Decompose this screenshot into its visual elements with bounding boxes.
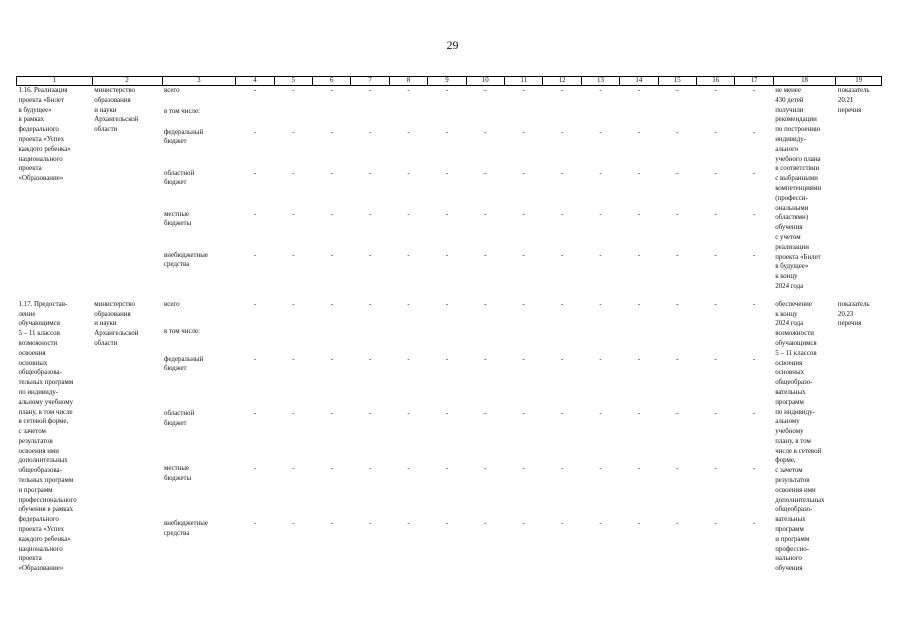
page-number: 29 <box>446 38 459 52</box>
value-cell <box>389 327 427 354</box>
value-cell: - <box>752 465 756 473</box>
value-cell: - <box>714 300 717 308</box>
value-cell: - <box>560 520 564 528</box>
value-cell: - <box>752 300 756 308</box>
value-cell: - <box>599 87 602 94</box>
value-cell: - <box>484 410 487 418</box>
value-cell: - <box>330 520 333 528</box>
value-cell: - <box>637 210 641 218</box>
value-cell <box>313 327 351 354</box>
value-cell: - <box>560 87 564 94</box>
value-cell <box>543 107 581 128</box>
value-cell: - <box>637 251 641 259</box>
value-cell <box>620 327 658 354</box>
value-cell <box>236 327 274 354</box>
value-cell: - <box>714 87 717 94</box>
funding-source: в том числе: <box>164 328 200 336</box>
value-cell: - <box>560 465 564 473</box>
value-cell: - <box>330 465 333 473</box>
value-cell: - <box>752 355 756 363</box>
value-cell <box>543 327 581 354</box>
value-cell: - <box>599 169 602 177</box>
value-cell: - <box>599 410 602 418</box>
value-cell: - <box>522 210 525 218</box>
column-number-16: 16 <box>696 77 734 86</box>
value-cell: - <box>253 251 257 259</box>
value-cell: - <box>292 169 295 177</box>
value-cell: - <box>484 128 487 136</box>
value-cell: - <box>599 251 602 259</box>
value-cell: - <box>330 251 333 259</box>
value-cell: - <box>714 410 717 418</box>
value-cell: - <box>484 87 487 94</box>
value-cell <box>351 327 389 354</box>
funding-source: в том числе: <box>164 108 200 116</box>
value-cell <box>581 107 619 128</box>
value-cell: - <box>599 300 602 308</box>
expected-result: не менее 430 детей получили рекомендации по построению индивиду- ального учебного плана в соответствии с выбранными компетенциями (професси- ональными областями) обучения с учетом реализации проекта «Билет в будущее» к концу 2024 года <box>775 87 822 290</box>
value-cell: - <box>599 465 602 473</box>
value-cell: - <box>445 169 449 177</box>
value-cell <box>735 327 773 354</box>
value-cell: - <box>522 520 525 528</box>
value-cell: - <box>253 355 257 363</box>
value-cell <box>274 107 312 128</box>
value-cell: - <box>637 465 641 473</box>
value-cell: - <box>445 300 449 308</box>
value-cell: - <box>560 128 564 136</box>
value-cell: - <box>253 520 257 528</box>
value-cell: - <box>714 128 717 136</box>
value-cell: - <box>637 128 641 136</box>
value-cell: - <box>368 410 372 418</box>
value-cell: - <box>752 169 756 177</box>
value-cell: - <box>484 251 487 259</box>
value-cell: - <box>676 520 679 528</box>
value-cell: - <box>522 465 525 473</box>
value-cell: - <box>714 251 717 259</box>
value-cell: - <box>522 128 525 136</box>
value-cell: - <box>292 300 295 308</box>
value-cell: - <box>676 410 679 418</box>
value-cell: - <box>752 210 756 218</box>
value-cell: - <box>253 128 257 136</box>
value-cell: - <box>560 169 564 177</box>
value-cell: - <box>445 355 449 363</box>
value-cell: - <box>253 169 257 177</box>
value-cell: - <box>676 465 679 473</box>
value-cell: - <box>253 87 257 94</box>
value-cell: - <box>292 251 295 259</box>
value-cell: - <box>637 169 641 177</box>
funding-source: областной бюджет <box>164 169 195 187</box>
value-cell: - <box>445 210 449 218</box>
executor-name: министерство образования и науки Архангельской области <box>94 300 139 347</box>
funding-source: областной бюджет <box>164 410 195 428</box>
funding-source: местные бюджеты <box>164 465 192 483</box>
value-cell: - <box>522 300 525 308</box>
value-cell: - <box>484 355 487 363</box>
value-cell: - <box>714 520 717 528</box>
column-number-19: 19 <box>836 77 882 86</box>
value-cell: - <box>407 251 410 259</box>
value-cell: - <box>752 410 756 418</box>
value-cell: - <box>676 355 679 363</box>
value-cell: - <box>676 251 679 259</box>
value-cell: - <box>330 169 333 177</box>
column-number-2: 2 <box>92 77 162 86</box>
value-cell: - <box>253 410 257 418</box>
value-cell: - <box>522 169 525 177</box>
value-cell: - <box>292 210 295 218</box>
value-cell <box>428 107 466 128</box>
funding-source: внебюджетные средства <box>164 251 208 269</box>
value-cell: - <box>752 520 756 528</box>
value-cell <box>696 327 734 354</box>
value-cell: - <box>484 210 487 218</box>
value-cell: - <box>484 300 487 308</box>
column-number-12: 12 <box>543 77 581 86</box>
value-cell: - <box>407 210 410 218</box>
table-body <box>17 86 882 575</box>
value-cell: - <box>676 210 679 218</box>
value-cell <box>466 107 504 128</box>
value-cell: - <box>522 251 525 259</box>
value-cell <box>274 327 312 354</box>
column-number-18: 18 <box>773 77 836 86</box>
value-cell: - <box>330 355 333 363</box>
column-number-3: 3 <box>162 77 236 86</box>
value-cell <box>581 327 619 354</box>
value-cell: - <box>368 251 372 259</box>
value-cell <box>466 327 504 354</box>
funding-source: всего <box>164 87 180 94</box>
value-cell: - <box>253 465 257 473</box>
value-cell: - <box>330 210 333 218</box>
value-cell: - <box>560 251 564 259</box>
value-cell <box>735 107 773 128</box>
column-number-8: 8 <box>389 77 427 86</box>
value-cell: - <box>368 87 372 94</box>
column-number-14: 14 <box>620 77 658 86</box>
column-number-15: 15 <box>658 77 696 86</box>
funding-source: федеральный бюджет <box>164 128 204 146</box>
value-cell <box>351 107 389 128</box>
expected-result: обеспечение к концу 2024 года возможности обучающимся 5 – 11 классов освоения основных общеобразо- вательных программ по индивиду- альному учебному плану, в том числе в сетевой форме, с зачетом результатов освоения ими дополнительных общеобразо- вательных программ и программ профессио- нального обучения <box>775 300 825 573</box>
column-number-13: 13 <box>581 77 619 86</box>
value-cell <box>313 107 351 128</box>
value-cell: - <box>599 520 602 528</box>
value-cell: - <box>522 355 525 363</box>
value-cell: - <box>368 128 372 136</box>
value-cell: - <box>445 87 449 94</box>
value-cell: - <box>637 410 641 418</box>
value-cell: - <box>330 410 333 418</box>
value-cell: - <box>292 465 295 473</box>
value-cell: - <box>637 355 641 363</box>
value-cell: - <box>445 128 449 136</box>
value-cell: - <box>292 87 295 94</box>
value-cell <box>389 107 427 128</box>
column-number-5: 5 <box>274 77 312 86</box>
measure-name: 1.17. Предостав- ление обучающимся 5 – 11 классов возможности освоения основных общеобразова- тельных программ по индивиду- альному учебному плану, в том числе в сетевой форме, с зачетом результатов освоения ими дополнительных общеобразова- тельных программ и программ профессионального обучения в рамках федерального проекта «Успех каждого ребенка» национального проекта «Образование» <box>18 300 77 573</box>
value-cell: - <box>368 210 372 218</box>
value-cell: - <box>445 410 449 418</box>
value-cell: - <box>676 169 679 177</box>
funding-source: всего <box>164 300 180 308</box>
value-cell: - <box>407 355 410 363</box>
value-cell: - <box>330 128 333 136</box>
value-cell <box>505 107 543 128</box>
value-cell: - <box>407 128 410 136</box>
funding-source: федеральный бюджет <box>164 355 204 373</box>
value-cell: - <box>560 355 564 363</box>
table-row <box>17 86 882 108</box>
value-cell: - <box>484 465 487 473</box>
value-cell: - <box>253 300 257 308</box>
value-cell: - <box>253 210 257 218</box>
column-number-9: 9 <box>428 77 466 86</box>
indicator-ref: показатель 20.23 перечня <box>837 300 870 328</box>
value-cell: - <box>714 210 717 218</box>
value-cell <box>428 327 466 354</box>
value-cell <box>620 107 658 128</box>
value-cell: - <box>714 465 717 473</box>
value-cell: - <box>292 410 295 418</box>
value-cell: - <box>330 300 333 308</box>
value-cell: - <box>292 520 295 528</box>
value-cell: - <box>560 210 564 218</box>
value-cell: - <box>368 465 372 473</box>
value-cell: - <box>599 210 602 218</box>
measure-name: 1.16. Реализация проекта «Билет в будущее» в рамках федерального проекта «Успех каждого ребенка» национального проекта «Образование» <box>18 87 71 183</box>
column-number-17: 17 <box>735 77 773 86</box>
value-cell: - <box>407 169 410 177</box>
value-cell <box>505 327 543 354</box>
value-cell: - <box>637 300 641 308</box>
value-cell: - <box>676 128 679 136</box>
column-number-7: 7 <box>351 77 389 86</box>
value-cell: - <box>407 520 410 528</box>
value-cell <box>658 107 696 128</box>
value-cell: - <box>599 355 602 363</box>
value-cell: - <box>714 355 717 363</box>
table-row <box>17 300 882 327</box>
column-number-row <box>17 77 882 86</box>
column-number-10: 10 <box>466 77 504 86</box>
value-cell: - <box>637 87 641 94</box>
value-cell: - <box>484 169 487 177</box>
value-cell: - <box>292 355 295 363</box>
value-cell: - <box>445 251 449 259</box>
funding-source: внебюджетные средства <box>164 520 208 537</box>
executor-name: министерство образования и науки Архангельской области <box>94 87 139 134</box>
value-cell: - <box>637 520 641 528</box>
value-cell: - <box>752 251 756 259</box>
value-cell: - <box>560 410 564 418</box>
block-spacer <box>17 292 882 300</box>
value-cell: - <box>445 520 449 528</box>
column-number-1: 1 <box>17 77 93 86</box>
spacer-cell <box>17 292 882 300</box>
value-cell: - <box>752 87 756 94</box>
value-cell: - <box>368 520 372 528</box>
value-cell: - <box>368 300 372 308</box>
value-cell: - <box>484 520 487 528</box>
value-cell: - <box>368 169 372 177</box>
value-cell <box>658 327 696 354</box>
funding-source: местные бюджеты <box>164 210 192 228</box>
value-cell: - <box>292 128 295 136</box>
value-cell <box>236 107 274 128</box>
value-cell: - <box>752 128 756 136</box>
value-cell: - <box>676 300 679 308</box>
value-cell: - <box>330 87 333 94</box>
value-cell: - <box>407 410 410 418</box>
value-cell: - <box>407 87 410 94</box>
value-cell: - <box>522 87 525 94</box>
column-number-6: 6 <box>313 77 351 86</box>
value-cell: - <box>560 300 564 308</box>
value-cell: - <box>445 465 449 473</box>
value-cell: - <box>522 410 525 418</box>
value-cell: - <box>407 465 410 473</box>
value-cell: - <box>599 128 602 136</box>
indicator-ref: показатель 20.21 перечня <box>837 87 870 114</box>
column-number-4: 4 <box>236 77 274 86</box>
value-cell: - <box>676 87 679 94</box>
column-number-11: 11 <box>505 77 543 86</box>
value-cell: - <box>368 355 372 363</box>
value-cell: - <box>407 300 410 308</box>
value-cell <box>696 107 734 128</box>
program-table <box>16 76 882 574</box>
value-cell: - <box>714 169 717 177</box>
